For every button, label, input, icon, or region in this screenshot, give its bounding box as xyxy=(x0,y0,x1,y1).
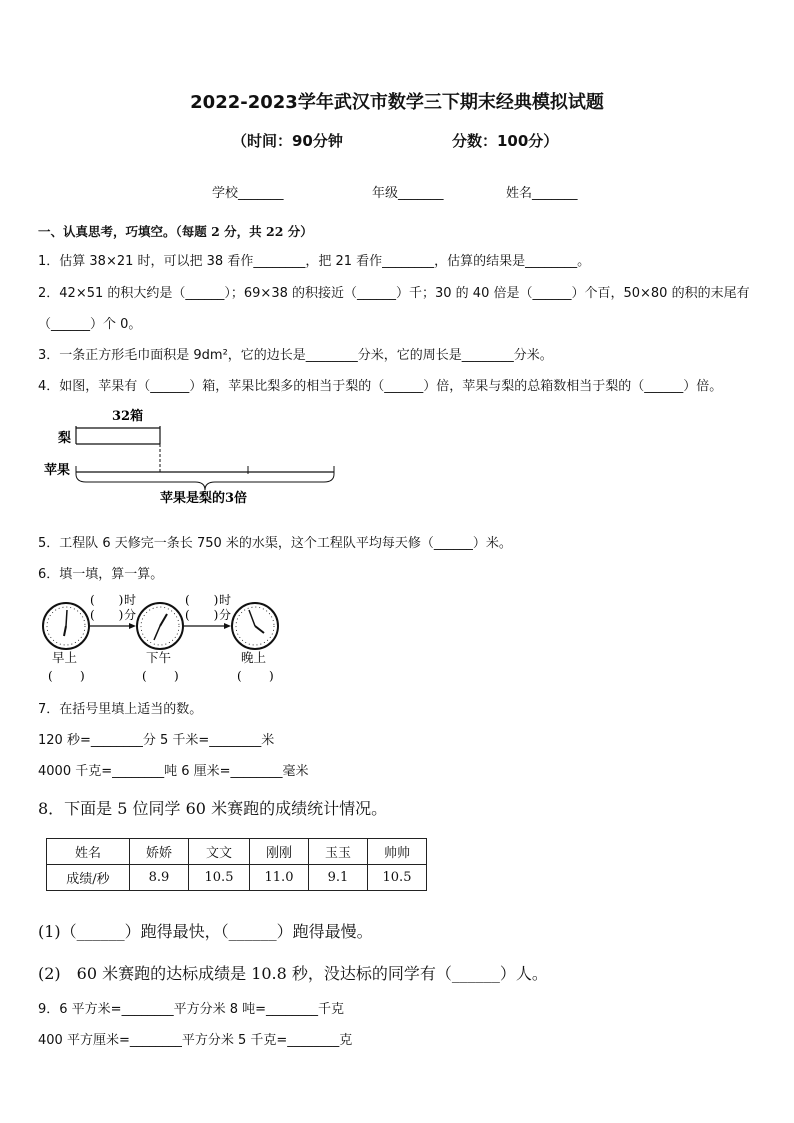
pear-label: 梨 xyxy=(58,431,72,446)
arrow-2-hour-unit: 时 xyxy=(219,593,232,607)
arrow-1-minute-blank: ( ) xyxy=(90,608,124,622)
clock-label-afternoon: 下午 xyxy=(146,650,172,665)
arrow-2-minute-blank: ( ) xyxy=(185,608,219,622)
score-table xyxy=(46,838,427,891)
arrow-1-hour-blank: ( ) xyxy=(90,593,124,607)
arrow-2-minute-unit: 分 xyxy=(219,608,232,622)
question-8-part-2: (2) 60 米赛跑的达标成绩是 10.8 秒，没达标的同学有（______）人。 xyxy=(38,964,548,983)
table-cell: 帅帅 xyxy=(368,839,427,865)
clock-blank-morning-close: ) xyxy=(80,669,85,683)
question-5: 5．工程队 6 天修完一条长 750 米的水渠，这个工程队平均每天修（______）米。 xyxy=(38,536,512,551)
table-cell: 玉玉 xyxy=(309,839,368,865)
school-field[interactable]: 学校_______ xyxy=(212,186,284,201)
arrow-1-hour-unit: 时 xyxy=(124,593,137,607)
arrow-1-minute-unit: 分 xyxy=(124,608,137,622)
clock-morning xyxy=(43,603,89,649)
segment-diagram xyxy=(40,402,360,512)
question-9-line-2: 400 平方厘米=________平方分米 5 千克=________克 xyxy=(38,1033,353,1048)
question-7-line-1: 120 秒=________分 5 千米=________米 xyxy=(38,733,275,748)
question-8-part-1: (1)（______）跑得最快，（______）跑得最慢。 xyxy=(38,922,373,941)
table-row xyxy=(47,865,427,891)
question-2-cont: （______）个 0。 xyxy=(38,317,142,332)
question-1: 1．估算 38×21 时，可以把 38 看作________，把 21 看作________，估算的结果是________。 xyxy=(38,254,591,269)
question-7: 7．在括号里填上适当的数。 xyxy=(38,702,203,717)
table-cell: 10.5 xyxy=(189,865,250,891)
table-cell: 成绩/秒 xyxy=(47,865,130,891)
name-field[interactable]: 姓名_______ xyxy=(506,186,578,201)
diagram-bottom-label: 苹果是梨的3倍 xyxy=(160,491,248,506)
clock-blank-morning-open: ( xyxy=(48,669,53,683)
page-title: 2022-2023学年武汉市数学三下期末经典模拟试题 xyxy=(190,92,604,113)
table-cell: 姓名 xyxy=(47,839,130,865)
clock-afternoon xyxy=(137,603,183,649)
clock-blank-afternoon-close: ) xyxy=(174,669,179,683)
arrow-2-hour-blank: ( ) xyxy=(185,593,219,607)
clock-blank-afternoon-open: ( xyxy=(142,669,147,683)
grade-field[interactable]: 年级_______ xyxy=(372,186,444,201)
apple-brace xyxy=(76,474,334,490)
section-heading: 一、认真思考，巧填空。（每题 2 分，共 22 分） xyxy=(38,224,313,239)
clock-label-morning: 早上 xyxy=(52,650,78,665)
table-cell: 娇娇 xyxy=(130,839,189,865)
table-header-row xyxy=(47,839,427,865)
table-cell: 文文 xyxy=(189,839,250,865)
clock-blank-evening-close: ) xyxy=(269,669,274,683)
question-2: 2．42×51 的积大约是（______）；69×38 的积接近（______）千；30 的 40 倍是（______）个百，50×80 的积的末尾有 xyxy=(38,286,750,301)
table-cell: 8.9 xyxy=(130,865,189,891)
table-cell: 10.5 xyxy=(368,865,427,891)
question-4: 4．如图，苹果有（______）箱，苹果比梨多的相当于梨的（______）倍，苹果与梨的总箱数相当于梨的（______）倍。 xyxy=(38,379,723,394)
clock-blank-evening-open: ( xyxy=(237,669,242,683)
exam-score: 分数：100分） xyxy=(452,132,559,150)
question-8: 8．下面是 5 位同学 60 米赛跑的成绩统计情况。 xyxy=(38,799,388,818)
table-cell: 11.0 xyxy=(250,865,309,891)
question-3: 3．一条正方形毛巾面积是 9dm²，它的边长是________分米，它的周长是________分米。 xyxy=(38,348,553,363)
clock-evening xyxy=(232,603,278,649)
exam-time: （时间：90分钟 xyxy=(232,132,343,150)
diagram-top-label: 32箱 xyxy=(112,409,144,424)
clock-label-evening: 晚上 xyxy=(241,650,267,665)
clock-diagram xyxy=(40,590,300,686)
question-6: 6．填一填，算一算。 xyxy=(38,567,164,582)
table-cell: 刚刚 xyxy=(250,839,309,865)
question-9-line-1: 9．6 平方米=________平方分米 8 吨=________千克 xyxy=(38,1002,344,1017)
table-cell: 9.1 xyxy=(309,865,368,891)
apple-label: 苹果 xyxy=(44,463,71,478)
question-7-line-2: 4000 千克=________吨 6 厘米=________毫米 xyxy=(38,764,309,779)
